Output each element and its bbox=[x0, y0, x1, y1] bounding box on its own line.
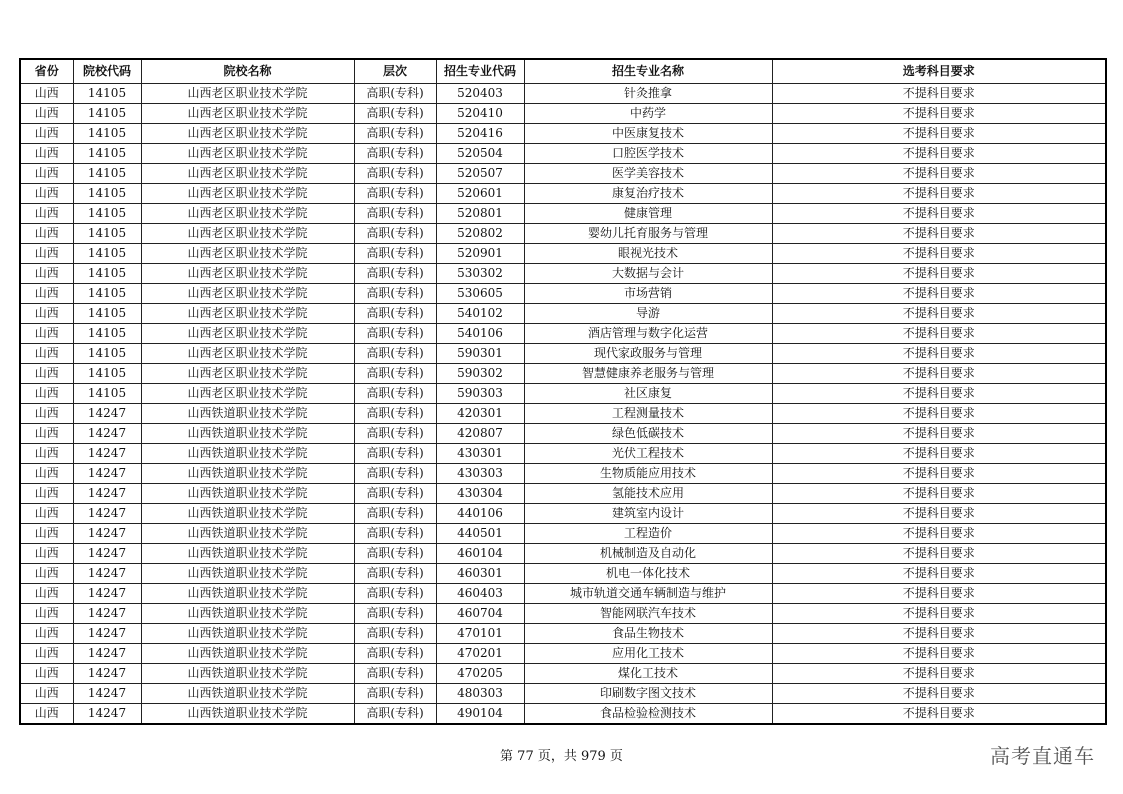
cell-subject-requirement: 不提科目要求 bbox=[772, 184, 1106, 204]
column-header-school-name: 院校名称 bbox=[141, 59, 354, 84]
cell-school-name: 山西老区职业技术学院 bbox=[141, 204, 354, 224]
cell-school-code: 14105 bbox=[73, 244, 141, 264]
cell-major-name: 城市轨道交通车辆制造与维护 bbox=[524, 584, 772, 604]
table-row bbox=[20, 484, 1106, 504]
cell-school-code: 14247 bbox=[73, 704, 141, 725]
cell-major-code: 590302 bbox=[436, 364, 524, 384]
cell-major-name: 婴幼儿托育服务与管理 bbox=[524, 224, 772, 244]
table-body bbox=[20, 84, 1106, 725]
cell-subject-requirement: 不提科目要求 bbox=[772, 704, 1106, 725]
cell-level: 高职(专科) bbox=[354, 104, 436, 124]
page-number: 第 77 页，共 979 页 bbox=[500, 749, 623, 764]
cell-school-code: 14247 bbox=[73, 604, 141, 624]
cell-school-name: 山西老区职业技术学院 bbox=[141, 304, 354, 324]
cell-school-name: 山西老区职业技术学院 bbox=[141, 104, 354, 124]
table-row bbox=[20, 204, 1106, 224]
cell-school-name: 山西铁道职业技术学院 bbox=[141, 424, 354, 444]
cell-subject-requirement: 不提科目要求 bbox=[772, 484, 1106, 504]
cell-major-name: 现代家政服务与管理 bbox=[524, 344, 772, 364]
cell-school-name: 山西老区职业技术学院 bbox=[141, 184, 354, 204]
cell-school-code: 14247 bbox=[73, 504, 141, 524]
column-header-major-name: 招生专业名称 bbox=[524, 59, 772, 84]
table-row bbox=[20, 244, 1106, 264]
cell-major-code: 540102 bbox=[436, 304, 524, 324]
table-row bbox=[20, 504, 1106, 524]
cell-school-name: 山西老区职业技术学院 bbox=[141, 324, 354, 344]
cell-province: 山西 bbox=[20, 264, 73, 284]
column-header-major-code: 招生专业代码 bbox=[436, 59, 524, 84]
cell-school-name: 山西老区职业技术学院 bbox=[141, 384, 354, 404]
cell-subject-requirement: 不提科目要求 bbox=[772, 164, 1106, 184]
cell-level: 高职(专科) bbox=[354, 384, 436, 404]
cell-major-name: 中医康复技术 bbox=[524, 124, 772, 144]
cell-subject-requirement: 不提科目要求 bbox=[772, 404, 1106, 424]
cell-subject-requirement: 不提科目要求 bbox=[772, 564, 1106, 584]
cell-subject-requirement: 不提科目要求 bbox=[772, 384, 1106, 404]
cell-level: 高职(专科) bbox=[354, 584, 436, 604]
cell-major-code: 520801 bbox=[436, 204, 524, 224]
cell-school-code: 14105 bbox=[73, 204, 141, 224]
cell-subject-requirement: 不提科目要求 bbox=[772, 444, 1106, 464]
cell-major-code: 490104 bbox=[436, 704, 524, 725]
cell-school-code: 14105 bbox=[73, 364, 141, 384]
cell-school-code: 14247 bbox=[73, 624, 141, 644]
table-row bbox=[20, 124, 1106, 144]
cell-school-name: 山西铁道职业技术学院 bbox=[141, 684, 354, 704]
cell-subject-requirement: 不提科目要求 bbox=[772, 604, 1106, 624]
cell-province: 山西 bbox=[20, 484, 73, 504]
cell-province: 山西 bbox=[20, 204, 73, 224]
cell-major-name: 煤化工技术 bbox=[524, 664, 772, 684]
cell-major-code: 530302 bbox=[436, 264, 524, 284]
cell-school-code: 14105 bbox=[73, 124, 141, 144]
cell-province: 山西 bbox=[20, 404, 73, 424]
cell-school-code: 14247 bbox=[73, 684, 141, 704]
cell-school-name: 山西老区职业技术学院 bbox=[141, 144, 354, 164]
cell-school-name: 山西老区职业技术学院 bbox=[141, 284, 354, 304]
cell-school-name: 山西铁道职业技术学院 bbox=[141, 444, 354, 464]
cell-province: 山西 bbox=[20, 364, 73, 384]
cell-province: 山西 bbox=[20, 644, 73, 664]
cell-level: 高职(专科) bbox=[354, 84, 436, 104]
cell-school-code: 14105 bbox=[73, 304, 141, 324]
cell-major-name: 食品检验检测技术 bbox=[524, 704, 772, 725]
cell-school-name: 山西老区职业技术学院 bbox=[141, 264, 354, 284]
cell-school-name: 山西老区职业技术学院 bbox=[141, 224, 354, 244]
cell-major-name: 绿色低碳技术 bbox=[524, 424, 772, 444]
cell-subject-requirement: 不提科目要求 bbox=[772, 364, 1106, 384]
admission-requirements-table bbox=[19, 58, 1107, 725]
table-row bbox=[20, 324, 1106, 344]
cell-province: 山西 bbox=[20, 84, 73, 104]
cell-major-code: 460704 bbox=[436, 604, 524, 624]
cell-major-name: 针灸推拿 bbox=[524, 84, 772, 104]
cell-subject-requirement: 不提科目要求 bbox=[772, 504, 1106, 524]
cell-subject-requirement: 不提科目要求 bbox=[772, 624, 1106, 644]
cell-province: 山西 bbox=[20, 524, 73, 544]
table-row bbox=[20, 284, 1106, 304]
cell-school-code: 14105 bbox=[73, 284, 141, 304]
cell-level: 高职(专科) bbox=[354, 704, 436, 725]
cell-province: 山西 bbox=[20, 164, 73, 184]
cell-major-name: 社区康复 bbox=[524, 384, 772, 404]
cell-major-code: 520504 bbox=[436, 144, 524, 164]
cell-school-name: 山西老区职业技术学院 bbox=[141, 364, 354, 384]
cell-level: 高职(专科) bbox=[354, 404, 436, 424]
cell-level: 高职(专科) bbox=[354, 444, 436, 464]
cell-level: 高职(专科) bbox=[354, 344, 436, 364]
cell-subject-requirement: 不提科目要求 bbox=[772, 344, 1106, 364]
cell-subject-requirement: 不提科目要求 bbox=[772, 124, 1106, 144]
cell-school-code: 14105 bbox=[73, 104, 141, 124]
table-row bbox=[20, 664, 1106, 684]
cell-school-name: 山西铁道职业技术学院 bbox=[141, 584, 354, 604]
cell-level: 高职(专科) bbox=[354, 644, 436, 664]
cell-major-code: 420807 bbox=[436, 424, 524, 444]
table-row bbox=[20, 264, 1106, 284]
cell-level: 高职(专科) bbox=[354, 284, 436, 304]
table-row bbox=[20, 624, 1106, 644]
cell-school-name: 山西铁道职业技术学院 bbox=[141, 664, 354, 684]
cell-level: 高职(专科) bbox=[354, 224, 436, 244]
cell-major-code: 430301 bbox=[436, 444, 524, 464]
cell-major-code: 590301 bbox=[436, 344, 524, 364]
cell-subject-requirement: 不提科目要求 bbox=[772, 84, 1106, 104]
cell-school-name: 山西铁道职业技术学院 bbox=[141, 564, 354, 584]
cell-school-name: 山西铁道职业技术学院 bbox=[141, 544, 354, 564]
cell-school-code: 14247 bbox=[73, 524, 141, 544]
cell-major-name: 健康管理 bbox=[524, 204, 772, 224]
cell-subject-requirement: 不提科目要求 bbox=[772, 584, 1106, 604]
cell-level: 高职(专科) bbox=[354, 204, 436, 224]
table-row bbox=[20, 164, 1106, 184]
cell-level: 高职(专科) bbox=[354, 164, 436, 184]
table-row bbox=[20, 344, 1106, 364]
cell-school-name: 山西老区职业技术学院 bbox=[141, 164, 354, 184]
column-header-level: 层次 bbox=[354, 59, 436, 84]
cell-school-code: 14247 bbox=[73, 664, 141, 684]
cell-major-name: 市场营销 bbox=[524, 284, 772, 304]
cell-school-code: 14105 bbox=[73, 264, 141, 284]
cell-level: 高职(专科) bbox=[354, 304, 436, 324]
cell-school-code: 14247 bbox=[73, 424, 141, 444]
cell-major-name: 医学美容技术 bbox=[524, 164, 772, 184]
cell-subject-requirement: 不提科目要求 bbox=[772, 424, 1106, 444]
cell-school-code: 14105 bbox=[73, 344, 141, 364]
cell-major-code: 460301 bbox=[436, 564, 524, 584]
cell-major-code: 520601 bbox=[436, 184, 524, 204]
cell-school-code: 14247 bbox=[73, 404, 141, 424]
cell-province: 山西 bbox=[20, 144, 73, 164]
cell-school-name: 山西铁道职业技术学院 bbox=[141, 404, 354, 424]
cell-province: 山西 bbox=[20, 104, 73, 124]
cell-major-name: 康复治疗技术 bbox=[524, 184, 772, 204]
cell-province: 山西 bbox=[20, 384, 73, 404]
table-row bbox=[20, 604, 1106, 624]
table-row bbox=[20, 404, 1106, 424]
cell-major-name: 机械制造及自动化 bbox=[524, 544, 772, 564]
cell-level: 高职(专科) bbox=[354, 604, 436, 624]
cell-school-name: 山西铁道职业技术学院 bbox=[141, 604, 354, 624]
cell-province: 山西 bbox=[20, 344, 73, 364]
table-row bbox=[20, 544, 1106, 564]
cell-major-name: 食品生物技术 bbox=[524, 624, 772, 644]
cell-major-code: 430304 bbox=[436, 484, 524, 504]
table-row bbox=[20, 184, 1106, 204]
cell-major-code: 520802 bbox=[436, 224, 524, 244]
cell-school-name: 山西老区职业技术学院 bbox=[141, 84, 354, 104]
cell-major-code: 440106 bbox=[436, 504, 524, 524]
cell-subject-requirement: 不提科目要求 bbox=[772, 644, 1106, 664]
cell-level: 高职(专科) bbox=[354, 364, 436, 384]
cell-subject-requirement: 不提科目要求 bbox=[772, 304, 1106, 324]
cell-school-name: 山西铁道职业技术学院 bbox=[141, 704, 354, 725]
cell-province: 山西 bbox=[20, 284, 73, 304]
cell-subject-requirement: 不提科目要求 bbox=[772, 284, 1106, 304]
cell-major-name: 工程造价 bbox=[524, 524, 772, 544]
cell-level: 高职(专科) bbox=[354, 424, 436, 444]
table-row bbox=[20, 104, 1106, 124]
cell-school-name: 山西老区职业技术学院 bbox=[141, 124, 354, 144]
cell-major-name: 导游 bbox=[524, 304, 772, 324]
cell-major-name: 生物质能应用技术 bbox=[524, 464, 772, 484]
table-row bbox=[20, 704, 1106, 725]
cell-school-code: 14105 bbox=[73, 184, 141, 204]
column-header-school-code: 院校代码 bbox=[73, 59, 141, 84]
cell-major-name: 工程测量技术 bbox=[524, 404, 772, 424]
cell-major-name: 氢能技术应用 bbox=[524, 484, 772, 504]
cell-level: 高职(专科) bbox=[354, 464, 436, 484]
cell-school-name: 山西铁道职业技术学院 bbox=[141, 524, 354, 544]
watermark-text: 高考直通车 bbox=[990, 744, 1095, 768]
cell-major-code: 520507 bbox=[436, 164, 524, 184]
table-row bbox=[20, 84, 1106, 104]
cell-province: 山西 bbox=[20, 504, 73, 524]
cell-level: 高职(专科) bbox=[354, 564, 436, 584]
cell-school-code: 14247 bbox=[73, 584, 141, 604]
cell-major-code: 520901 bbox=[436, 244, 524, 264]
table-row bbox=[20, 464, 1106, 484]
cell-major-name: 机电一体化技术 bbox=[524, 564, 772, 584]
cell-level: 高职(专科) bbox=[354, 324, 436, 344]
table-row bbox=[20, 224, 1106, 244]
cell-major-code: 440501 bbox=[436, 524, 524, 544]
cell-province: 山西 bbox=[20, 664, 73, 684]
table-row bbox=[20, 304, 1106, 324]
cell-province: 山西 bbox=[20, 544, 73, 564]
cell-school-name: 山西铁道职业技术学院 bbox=[141, 504, 354, 524]
cell-school-code: 14247 bbox=[73, 464, 141, 484]
table-row bbox=[20, 644, 1106, 664]
cell-province: 山西 bbox=[20, 324, 73, 344]
cell-level: 高职(专科) bbox=[354, 484, 436, 504]
cell-major-code: 530605 bbox=[436, 284, 524, 304]
table-row bbox=[20, 684, 1106, 704]
cell-level: 高职(专科) bbox=[354, 244, 436, 264]
cell-major-code: 520410 bbox=[436, 104, 524, 124]
cell-province: 山西 bbox=[20, 424, 73, 444]
cell-school-code: 14247 bbox=[73, 644, 141, 664]
cell-major-name: 智能网联汽车技术 bbox=[524, 604, 772, 624]
cell-subject-requirement: 不提科目要求 bbox=[772, 464, 1106, 484]
table-header-row bbox=[20, 59, 1106, 84]
cell-level: 高职(专科) bbox=[354, 124, 436, 144]
table-row bbox=[20, 144, 1106, 164]
table-row bbox=[20, 424, 1106, 444]
table-row bbox=[20, 444, 1106, 464]
cell-major-code: 470101 bbox=[436, 624, 524, 644]
cell-province: 山西 bbox=[20, 624, 73, 644]
column-header-province: 省份 bbox=[20, 59, 73, 84]
cell-subject-requirement: 不提科目要求 bbox=[772, 244, 1106, 264]
table-row bbox=[20, 584, 1106, 604]
cell-subject-requirement: 不提科目要求 bbox=[772, 264, 1106, 284]
cell-school-code: 14105 bbox=[73, 164, 141, 184]
cell-major-code: 420301 bbox=[436, 404, 524, 424]
cell-province: 山西 bbox=[20, 184, 73, 204]
cell-province: 山西 bbox=[20, 704, 73, 725]
cell-school-name: 山西老区职业技术学院 bbox=[141, 344, 354, 364]
cell-major-code: 470205 bbox=[436, 664, 524, 684]
cell-subject-requirement: 不提科目要求 bbox=[772, 224, 1106, 244]
table-row bbox=[20, 564, 1106, 584]
cell-school-code: 14247 bbox=[73, 564, 141, 584]
cell-major-name: 酒店管理与数字化运营 bbox=[524, 324, 772, 344]
cell-subject-requirement: 不提科目要求 bbox=[772, 664, 1106, 684]
cell-major-code: 460104 bbox=[436, 544, 524, 564]
cell-province: 山西 bbox=[20, 604, 73, 624]
cell-subject-requirement: 不提科目要求 bbox=[772, 324, 1106, 344]
cell-major-code: 520416 bbox=[436, 124, 524, 144]
cell-major-code: 430303 bbox=[436, 464, 524, 484]
cell-level: 高职(专科) bbox=[354, 684, 436, 704]
cell-major-name: 口腔医学技术 bbox=[524, 144, 772, 164]
cell-province: 山西 bbox=[20, 224, 73, 244]
cell-school-code: 14105 bbox=[73, 144, 141, 164]
cell-major-name: 光伏工程技术 bbox=[524, 444, 772, 464]
cell-major-name: 中药学 bbox=[524, 104, 772, 124]
cell-school-code: 14105 bbox=[73, 224, 141, 244]
cell-province: 山西 bbox=[20, 244, 73, 264]
cell-school-code: 14105 bbox=[73, 384, 141, 404]
cell-level: 高职(专科) bbox=[354, 264, 436, 284]
cell-subject-requirement: 不提科目要求 bbox=[772, 144, 1106, 164]
cell-major-code: 480303 bbox=[436, 684, 524, 704]
cell-subject-requirement: 不提科目要求 bbox=[772, 544, 1106, 564]
cell-major-name: 应用化工技术 bbox=[524, 644, 772, 664]
cell-school-code: 14247 bbox=[73, 484, 141, 504]
cell-school-name: 山西铁道职业技术学院 bbox=[141, 464, 354, 484]
cell-major-code: 520403 bbox=[436, 84, 524, 104]
cell-level: 高职(专科) bbox=[354, 184, 436, 204]
cell-major-name: 大数据与会计 bbox=[524, 264, 772, 284]
cell-school-name: 山西铁道职业技术学院 bbox=[141, 484, 354, 504]
cell-major-name: 眼视光技术 bbox=[524, 244, 772, 264]
cell-province: 山西 bbox=[20, 444, 73, 464]
cell-province: 山西 bbox=[20, 124, 73, 144]
cell-subject-requirement: 不提科目要求 bbox=[772, 684, 1106, 704]
cell-province: 山西 bbox=[20, 584, 73, 604]
table-row bbox=[20, 364, 1106, 384]
cell-subject-requirement: 不提科目要求 bbox=[772, 104, 1106, 124]
cell-school-code: 14247 bbox=[73, 444, 141, 464]
cell-major-code: 540106 bbox=[436, 324, 524, 344]
cell-level: 高职(专科) bbox=[354, 664, 436, 684]
cell-subject-requirement: 不提科目要求 bbox=[772, 204, 1106, 224]
cell-major-code: 460403 bbox=[436, 584, 524, 604]
cell-level: 高职(专科) bbox=[354, 544, 436, 564]
column-header-subject-requirement: 选考科目要求 bbox=[772, 59, 1106, 84]
cell-level: 高职(专科) bbox=[354, 524, 436, 544]
cell-school-name: 山西老区职业技术学院 bbox=[141, 244, 354, 264]
cell-major-code: 470201 bbox=[436, 644, 524, 664]
table-row bbox=[20, 524, 1106, 544]
cell-level: 高职(专科) bbox=[354, 504, 436, 524]
cell-major-name: 智慧健康养老服务与管理 bbox=[524, 364, 772, 384]
cell-level: 高职(专科) bbox=[354, 144, 436, 164]
table-row bbox=[20, 384, 1106, 404]
cell-school-code: 14105 bbox=[73, 324, 141, 344]
cell-province: 山西 bbox=[20, 684, 73, 704]
cell-province: 山西 bbox=[20, 564, 73, 584]
cell-major-name: 建筑室内设计 bbox=[524, 504, 772, 524]
cell-school-name: 山西铁道职业技术学院 bbox=[141, 644, 354, 664]
cell-province: 山西 bbox=[20, 464, 73, 484]
cell-major-code: 590303 bbox=[436, 384, 524, 404]
cell-province: 山西 bbox=[20, 304, 73, 324]
cell-major-name: 印刷数字图文技术 bbox=[524, 684, 772, 704]
cell-level: 高职(专科) bbox=[354, 624, 436, 644]
cell-subject-requirement: 不提科目要求 bbox=[772, 524, 1106, 544]
cell-school-code: 14247 bbox=[73, 544, 141, 564]
cell-school-code: 14105 bbox=[73, 84, 141, 104]
cell-school-name: 山西铁道职业技术学院 bbox=[141, 624, 354, 644]
